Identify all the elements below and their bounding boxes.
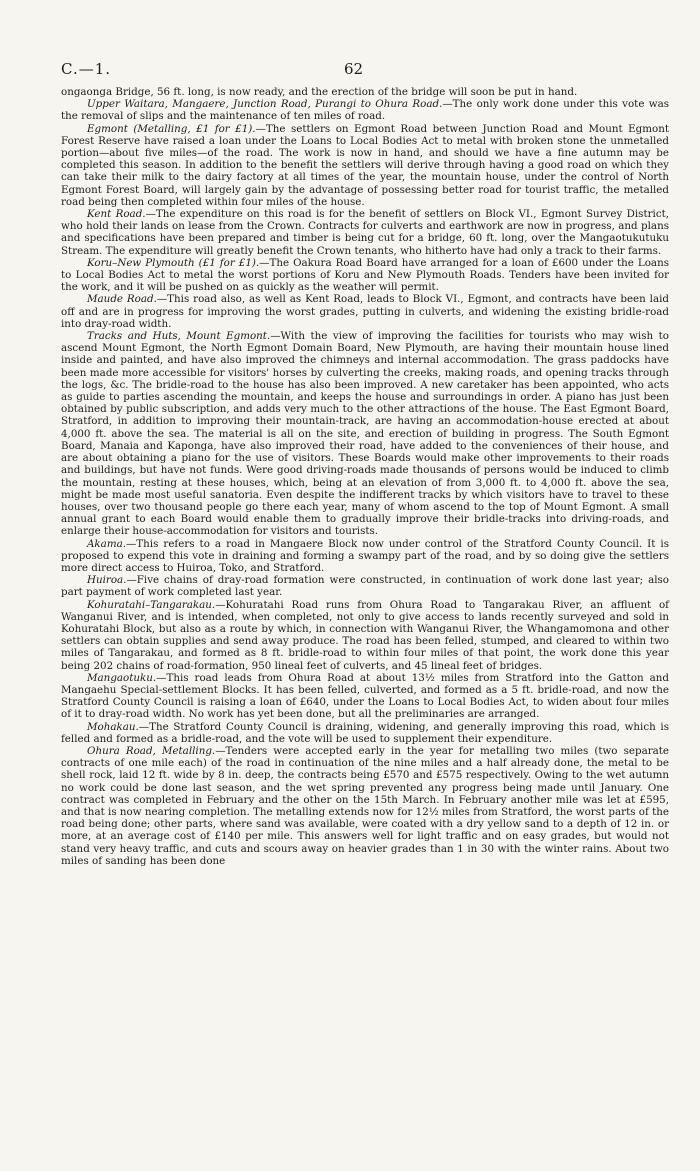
paragraph-title: Tracks and Huts, Mount Egmont. xyxy=(87,330,271,343)
paragraph-title: Egmont (Metalling, £1 for £1). xyxy=(87,122,256,135)
paragraph xyxy=(61,257,669,294)
paragraph-title: Kohuratahi–Tangarakau. xyxy=(87,598,216,611)
paragraph-title: Huiroa. xyxy=(87,574,127,587)
paragraph-title: Koru–New Plymouth (£1 for £1). xyxy=(87,256,260,269)
page-header xyxy=(61,0,669,86)
paragraph-title: Upper Waitara, Mangaere, Junction Road, Purangi to Ohura Road. xyxy=(87,98,443,111)
paragraph-title: Ohura Road, Metalling. xyxy=(87,744,216,757)
paragraph-text: —Five chains of dray-road formation were constructed, in continuation of work done last year; also part payment of work completed last year. xyxy=(61,574,669,599)
paragraph xyxy=(61,538,669,575)
paragraph-title: Akama. xyxy=(87,537,126,550)
paragraph xyxy=(61,672,669,721)
paragraph-title: Kent Road. xyxy=(87,208,146,221)
paragraph xyxy=(61,330,669,537)
paragraph-text: —The settlers on Egmont Road between Junction Road and Mount Egmont Forest Reserve have raised a loan under the Loans to Local Bodies Act to metal with broken stone the unmetalled portion—about five miles—of the road. The work is now in hand, and should we have a fine autumn may be completed this season. In addition to the benefit the settlers will derive through having a good road on which they can take their milk to the dairy factory at all times of the year, the mountain house, under the control of North Egmont Forest Board, will largely gain by the advantage of possessing better road for tourist traffic, the metalled road being then completed within four miles of the house. xyxy=(61,122,669,208)
paragraph-text: —This road leads from Ohura Road at about 13½ miles from Stratford into the Gatton and Mangaehu Special-settlement Blocks. It has been felled, culverted, and formed as a 5 ft. bridle-road, and now the Stratford County Council is raising a loan of £640, under the Loans to Local Bodies Act, to widen about four miles of it to dray-road width. No work has yet been done, but all the preliminaries are arranged. xyxy=(61,671,669,721)
paragraph-title: Mangaotuku. xyxy=(87,671,157,684)
paragraph-text: —The expenditure on this road is for the benefit of settlers on Block VI., Egmont Survey District, who hold their lands on lease from the Crown. Contracts for culverts and earthwork are now in progress, and plans and specifications have been prepared and timber is being cut for a bridge, 60 ft. long, over the Mangaotukutuku Stream. The expenditure will greatly benefit the Crown tenants, who hitherto have had only a track to their farms. xyxy=(61,208,669,257)
paragraph-text: —This road also, as well as Kent Road, leads to Block VI., Egmont, and contracts have been laid off and are in progress for improving the worst grades, putting in culverts, and widening the existing bridle-road into dray-road width. xyxy=(61,293,670,330)
paragraph-title: Maude Road. xyxy=(87,293,157,306)
paragraph-title: Mohakau. xyxy=(87,720,139,733)
document-body xyxy=(61,86,669,867)
paragraph-text: —The Stratford County Council is draining, widening, and generally improving this road, which is felled and formed as a bridle-road, and the vote will be used to supplement their expenditure. xyxy=(61,720,669,745)
paragraph-text: —This refers to a road in Mangaere Block now under control of the Stratford County Council. It is proposed to expend this vote in draining and forming a swampy part of the road, and by so doing give the settlers more direct access to Huiroa, Toko, and Stratford. xyxy=(61,537,669,574)
document-reference: C.—1. xyxy=(61,60,112,78)
paragraph xyxy=(61,98,669,122)
paragraph-text: ongaonga Bridge, 56 ft. long, is now ready, and the erection of the bridge will soon be put in hand. xyxy=(61,86,578,98)
paragraph-text: —With the view of improving the facilities for tourists who may wish to ascend Mount Egmont, the North Egmont Domain Board, New Plymouth, are having their mountain house lined inside and painted, and have also improved the chimneys and internal accommodation. The grass paddocks have been made more accessible for visitors' horses by culverting the creeks, making roads, and opening tracks through the logs, &c. The bridle-road to the house has also been improved. A new caretaker has been appointed, who acts as guide to parties ascending the mountain, and keeps the house and surroundings in order. A piano has just been obtained by public subscription, and adds very much to the other attractions of the house. The East Egmont Board, Stratford, in addition to improving their mountain-track, are having an accommodation-house erected at about 4,000 ft. above the sea. The material is all on the site, and erection of building in progress. The South Egmont Board, Manaia and Kaponga, have also improved their road, have added to the conveniences of their house, and are about obtaining a piano for the use of visitors. These Boards would make other improvements to their roads and buildings, but have not funds. Were good driving-roads made thousands of persons would be induced to climb the mountain, resting at these houses, which, being at an elevation of from 3,000 ft. to 4,000 ft. above the sea, might be made most useful sanatoria. Even despite the indifferent tracks by which visitors have to travel to these houses, over two thousand people go there each year, many of whom ascend to the top of Mount Egmont. A small annual grant to each Board would enable them to gradually improve their bridle-tracks into driving-roads, and enlarge their house-accommodation for visitors and tourists. xyxy=(61,330,669,538)
paragraph xyxy=(61,208,669,257)
paragraph-text: —The Oakura Road Board have arranged for a loan of £600 under the Loans to Local Bodies Act to metal the worst portions of Koru and New Plymouth Roads. Tenders have been invited for the work, and it will be pushed on as quickly as the weather will permit. xyxy=(61,256,669,294)
paragraph xyxy=(61,721,669,745)
paragraph xyxy=(61,86,669,98)
paragraph-text: —The only work done under this vote was the removal of slips and the maintenance of ten miles of road. xyxy=(61,98,669,123)
paragraph xyxy=(61,574,669,598)
paragraph xyxy=(61,123,669,208)
page-number: 62 xyxy=(344,60,364,78)
paragraph-text: —Kohuratahi Road runs from Ohura Road to Tangarakau River, an affluent of Wanganui River, and is intended, when completed, not only to give access to lands recently surveyed and sold in Kohuratahi Block, but also as a route by which, in connection with Wanganui River, the Whangamomona and other settlers can obtain supplies and send away produce. The road has been felled, stumped, and cleared to within two miles of Tangarakau, and formed as 8 ft. bridle-road to within four miles of that point, the work done this year being 202 chains of road-formation, 950 lineal feet of culverts, and 45 lineal feet of bridges. xyxy=(61,598,669,672)
paragraph xyxy=(61,745,669,867)
paragraph-text: —Tenders were accepted early in the year for metalling two miles (two separate contracts of one mile each) of the road in continuation of the nine miles and a half already done, the metal to be shell rock, laid 12 ft. wide by 8 in. deep, the contracts being £570 and £575 respectively. Owing to the wet autumn no work could be done last season, and the wet spring prevented any progress being made until January. One contract was completed in February and the other on the 15th March. In February another mile was let at £595, and that is now nearing completion. The metalling extends now for 12½ miles from Stratford, the worst parts of the road being done; other parts, where sand was available, were coated with a dry yellow sand to a depth of 12 in. or more, at an average cost of £140 per mile. This answers well for light traffic and on easy grades, but would not stand very heavy traffic, and cuts and scours away on heavier grades than 1 in 30 with the winter rains. About two miles of sanding has been done xyxy=(61,744,669,867)
paragraph xyxy=(61,599,669,672)
paragraph xyxy=(61,293,669,330)
